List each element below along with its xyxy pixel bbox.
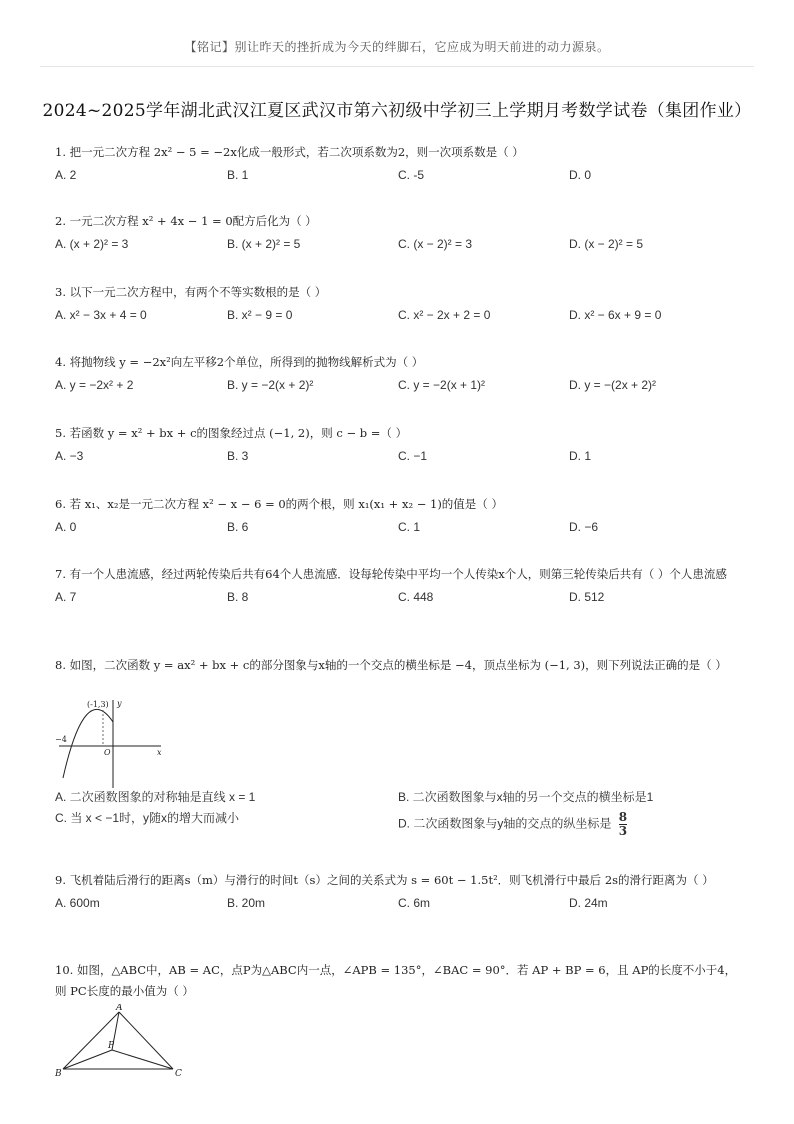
options-row	[55, 445, 745, 467]
exam-title: 2024~2025学年湖北武汉江夏区武汉市第六初级中学初三上学期月考数学试卷（集团作业）	[42, 101, 752, 121]
option-b[interactable]: B. 3	[227, 449, 249, 463]
option-b[interactable]: B. 6	[227, 520, 249, 534]
vertex-b-label: B	[55, 1069, 62, 1079]
header-divider	[40, 66, 754, 67]
option-b[interactable]: B. 二次函数图象与x轴的另一个交点的横坐标是1	[398, 790, 654, 804]
question-stem: 5. 若函数 y = x² + bx + c的图象经过点 (−1, 2)，则 c − b =（ ）	[55, 426, 408, 440]
triangle-figure	[55, 1004, 195, 1080]
question-8	[55, 655, 745, 845]
option-b[interactable]: B. 1	[227, 168, 249, 182]
point-p-label: P	[108, 1041, 115, 1051]
option-c[interactable]: C. x² − 2x + 2 = 0	[398, 308, 491, 322]
options-row	[55, 374, 745, 396]
option-d[interactable]: D. 512	[569, 590, 605, 604]
fraction-denominator: 3	[618, 824, 628, 838]
option-d[interactable]: D. x² − 6x + 9 = 0	[569, 308, 662, 322]
question-stem: 3. 以下一元二次方程中，有两个不等实数根的是（ ）	[55, 285, 327, 299]
option-c[interactable]: C. 当 x < −1时，y随x的增大而减小	[55, 811, 240, 825]
question-3	[55, 282, 745, 326]
option-c[interactable]: C. y = −2(x + 1)²	[398, 378, 486, 392]
segment-bp	[63, 1050, 112, 1069]
option-d[interactable]: D. (x − 2)² = 5	[569, 237, 644, 251]
option-a[interactable]: A. 600m	[55, 896, 100, 910]
question-10	[55, 960, 745, 1080]
x-axis-label: x	[157, 748, 162, 757]
option-a[interactable]: A. −3	[55, 449, 84, 463]
option-c[interactable]: C. 6m	[398, 896, 431, 910]
question-5	[55, 423, 745, 467]
option-d[interactable]	[398, 811, 738, 838]
question-4	[55, 352, 745, 396]
question-stem: 7. 有一个人患流感，经过两轮传染后共有64个人患流感．设每轮传染中平均一个人传染x个人，则第三轮传染后共有（ ）个人患流感	[55, 567, 727, 581]
option-d[interactable]: D. −6	[569, 520, 599, 534]
option-d[interactable]: D. y = −(2x + 2)²	[569, 378, 657, 392]
vertex-label: (-1,3)	[87, 700, 109, 709]
fraction	[619, 811, 627, 838]
vertex-a-label: A	[116, 1004, 123, 1013]
option-a[interactable]: A. 2	[55, 168, 77, 182]
option-b[interactable]: B. x² − 9 = 0	[227, 308, 293, 322]
option-d[interactable]: D. 24m	[569, 896, 608, 910]
minus-four-label: −4	[55, 735, 67, 744]
options-block	[55, 787, 745, 847]
options-row	[55, 892, 745, 914]
options-row	[55, 516, 745, 538]
question-6	[55, 494, 745, 538]
origin-label: O	[104, 748, 111, 757]
question-stem: 9. 飞机着陆后滑行的距离s（m）与滑行的时间t（s）之间的关系式为 s = 60t − 1.5t²．则飞机滑行中最后 2s的滑行距离为（ ）	[55, 873, 714, 887]
question-stem: 4. 将抛物线 y = −2x²向左平移2个单位，所得到的抛物线解析式为（ ）	[55, 355, 424, 369]
parabola-curve	[63, 709, 113, 778]
question-stem: 6. 若 x₁、x₂是一元二次方程 x² − x − 6 = 0的两个根，则 x₁(x₁ + x₂ − 1)的值是（ ）	[55, 497, 503, 511]
option-d[interactable]: D. 0	[569, 168, 592, 182]
option-b[interactable]: B. (x + 2)² = 5	[227, 237, 301, 251]
option-a[interactable]: A. (x + 2)² = 3	[55, 237, 129, 251]
option-d-text: D. 二次函数图象与y轴的交点的纵坐标是	[398, 816, 612, 831]
option-a[interactable]: A. 0	[55, 520, 77, 534]
option-c[interactable]: C. 1	[398, 520, 421, 534]
option-b[interactable]: B. y = −2(x + 2)²	[227, 378, 314, 392]
option-a[interactable]: A. 7	[55, 590, 77, 604]
option-c[interactable]: C. -5	[398, 168, 425, 182]
question-stem: 10. 如图，△ABC中，AB = AC，点P为△ABC内一点，∠APB = 135°，∠BAC = 90°．若 AP + BP = 6，且 AP的长度不小于4，则 PC长度的最小值为（ ）	[55, 963, 737, 998]
question-2	[55, 211, 745, 255]
option-a[interactable]: A. x² − 3x + 4 = 0	[55, 308, 147, 322]
fraction-numerator: 8	[618, 810, 628, 824]
options-row	[55, 164, 745, 186]
question-stem: 8. 如图，二次函数 y = ax² + bx + c的部分图象与x轴的一个交点的横坐标是 −4，顶点坐标为 (−1, 3)，则下列说法正确的是（ ）	[55, 658, 727, 672]
vertex-c-label: C	[175, 1069, 182, 1079]
options-row	[55, 586, 745, 608]
question-9	[55, 870, 745, 914]
y-axis-label: y	[117, 699, 122, 708]
question-7	[55, 564, 745, 608]
option-d[interactable]: D. 1	[569, 449, 592, 463]
options-row	[55, 304, 745, 326]
options-row	[55, 233, 745, 255]
question-stem: 2. 一元二次方程 x² + 4x − 1 = 0配方后化为（ ）	[55, 214, 317, 228]
option-a[interactable]: A. y = −2x² + 2	[55, 378, 134, 392]
question-stem: 1. 把一元二次方程 2x² − 5 = −2x化成一般形式，若二次项系数为2，则一次项系数是（ ）	[55, 145, 524, 159]
option-b[interactable]: B. 8	[227, 590, 249, 604]
option-c[interactable]: C. (x − 2)² = 3	[398, 237, 473, 251]
option-b[interactable]: B. 20m	[227, 896, 266, 910]
parabola-graph	[55, 698, 175, 788]
option-c[interactable]: C. 448	[398, 590, 434, 604]
option-a[interactable]: A. 二次函数图象的对称轴是直线 x = 1	[55, 790, 256, 804]
page-motto: 【铭记】别让昨天的挫折成为今天的绊脚石，它应成为明天前进的动力源泉。	[184, 40, 610, 54]
option-c[interactable]: C. −1	[398, 449, 428, 463]
question-1	[55, 142, 745, 186]
